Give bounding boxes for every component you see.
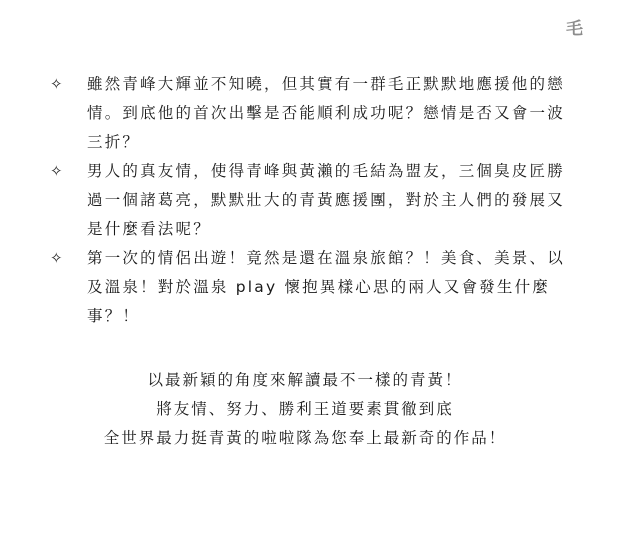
bullet-line: 三折？	[87, 133, 141, 151]
bullet-list	[50, 70, 590, 331]
sparkle-bullet-icon: ✧	[50, 75, 63, 93]
tagline-line: 以最新穎的角度來解讀最不一樣的青黃！	[147, 371, 463, 389]
bullet-text	[87, 157, 590, 244]
bullet-line: 第一次的情侶出遊！竟然是還在溫泉旅館？！美食、美景、以	[87, 249, 565, 267]
bullet-line: 雖然青峰大輝並不知曉，但其實有一群毛正默默地應援他的戀	[87, 75, 565, 93]
bullet-text	[87, 70, 590, 157]
bullet-item	[50, 244, 590, 331]
bullet-line: 過一個諸葛亮，默默壯大的青黃應援團，對於主人們的發展又	[87, 191, 565, 209]
sparkle-bullet-icon: ✧	[50, 162, 63, 180]
bullet-line: 是什麼看法呢？	[87, 220, 211, 238]
sparkle-bullet-icon: ✧	[50, 249, 63, 267]
corner-mark: 毛	[566, 19, 583, 39]
bullet-line: 事？！	[87, 307, 141, 325]
tagline-line: 全世界最力挺青黃的啦啦隊為您奉上最新奇的作品！	[103, 429, 507, 447]
bullet-line: 情。到底他的首次出擊是否能順利成功呢？戀情是否又會一波	[87, 104, 565, 122]
bullet-line: 男人的真友情，使得青峰與黃瀨的毛結為盟友，三個臭皮匠勝	[87, 162, 565, 180]
bullet-line: 及溫泉！對於溫泉 play 懷抱異樣心思的兩人又會發生什麼	[87, 278, 550, 296]
bullet-item	[50, 157, 590, 244]
tagline	[0, 366, 610, 453]
bullet-item	[50, 70, 590, 157]
tagline-line: 將友情、努力、勝利王道要素貫徹到底	[156, 400, 454, 418]
bullet-text	[87, 244, 590, 331]
